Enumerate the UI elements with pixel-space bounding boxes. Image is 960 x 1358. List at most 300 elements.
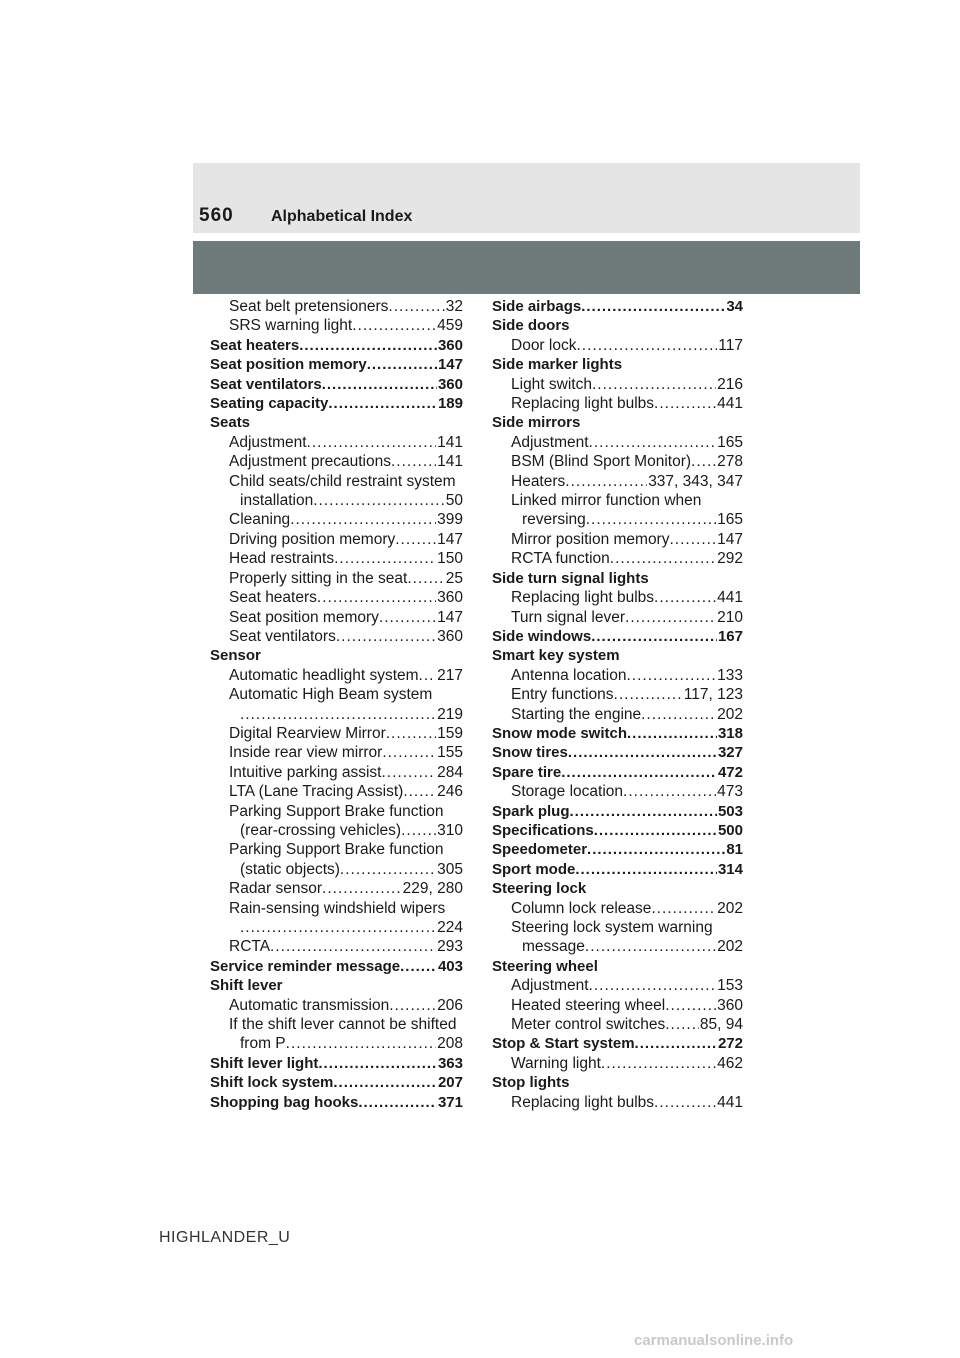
entry-text: Seat ventilators [229,627,336,645]
watermark: carmanualsonline.info [634,1332,794,1349]
entry-text: Rain-sensing windshield wipers [229,899,446,917]
entry-text: Storage location [511,783,624,801]
entry-text: Seat belt pretensioners [229,298,389,315]
leader-dots [654,1093,716,1112]
leader-dots [340,860,436,879]
entry-text: Side turn signal lights [492,569,649,587]
index-entry-sub [492,336,743,355]
entry-page-number: 441 [717,395,743,413]
entry-text: RCTA [229,938,271,956]
entry-page-number: 133 [717,666,743,684]
entry-page-number: 441 [717,1093,743,1111]
leader-dots [625,608,716,627]
index-entry-sub [210,724,463,743]
index-entry-continuation [210,860,463,879]
leader-dots [576,336,717,355]
leader-dots [379,608,436,627]
entry-text: Parking Support Brake function [229,841,444,859]
leader-dots [322,375,437,394]
leader-dots [299,336,437,355]
page-number: 560 [199,205,234,226]
entry-page-number: 318 [717,724,743,742]
index-entry-main [492,860,743,879]
leader-dots [610,549,716,568]
footer-model-code: HIGHLANDER_U [159,1229,291,1246]
entry-text: Sport mode [492,860,576,878]
entry-page-number: 473 [717,783,743,801]
entry-text: Spark plug [492,802,570,820]
index-entry-main [492,763,743,782]
index-entry-sub [210,666,463,685]
entry-text: Snow tires [492,744,568,762]
leader-dots [240,918,436,937]
leader-dots [386,724,436,743]
index-entry-main [492,413,743,432]
entry-text: SRS warning light [229,317,353,335]
index-entry-sub [492,608,743,627]
leader-dots [601,1054,716,1073]
index-entry-sub [492,472,743,491]
index-entry-sub [210,763,463,782]
entry-page-number: 503 [717,802,743,820]
index-entry-sub [210,879,463,898]
leader-dots [575,860,717,879]
entry-text: Antenna location [511,666,627,684]
leader-dots [395,530,436,549]
index-entry-sub [210,782,463,801]
leader-dots [651,899,716,918]
entry-text: Warning light [511,1054,601,1072]
entry-text: (rear-crossing vehicles) [240,821,402,839]
index-entry-sub [492,705,743,724]
leader-dots [568,743,717,762]
entry-text: Side windows [492,627,592,645]
index-entry-sub [210,743,463,762]
index-entry-main [210,336,463,355]
entry-page-number: 293 [437,938,463,956]
entry-text: Heated steering wheel [511,996,666,1014]
entry-page-number: 500 [717,821,743,839]
index-entry-sub [492,899,743,918]
index-entry-sub [210,588,463,607]
index-entry-sub [492,996,743,1015]
index-entry-sub [210,608,463,627]
entry-text: Entry functions [511,686,614,704]
leader-dots [317,588,436,607]
leader-dots [626,666,716,685]
entry-text: Seats [210,414,251,432]
entry-text: Linked mirror function when [511,492,702,510]
entry-text: Meter control switches [511,1016,666,1034]
entry-text: Head restraints [229,550,335,568]
leader-dots [333,1073,437,1092]
entry-text: installation [240,492,314,510]
index-entry-main [492,297,743,316]
entry-text: Parking Support Brake function [229,802,444,820]
index-entry-sub [492,1054,743,1073]
entry-text: Snow mode switch [492,724,628,742]
entry-text: Replacing light bulbs [511,395,655,413]
entry-page-number: 314 [717,860,743,878]
index-entry-continuation [210,491,463,510]
leader-dots [419,666,437,685]
index-entry-main [492,1073,743,1092]
entry-page-number: 360 [437,336,463,354]
entry-text: Side mirrors [492,414,581,432]
entry-text: LTA (Lane Tracing Assist) [229,783,404,801]
section-title: Alphabetical Index [271,208,413,225]
index-entry-sub [210,899,463,918]
index-entry-main [492,646,743,665]
entry-text: Starting the engine [511,705,642,723]
index-entry-sub [492,685,743,704]
leader-dots [389,996,436,1015]
entry-text: Shopping bag hooks [210,1093,359,1111]
index-entry-continuation [210,918,463,937]
entry-page-number: 147 [437,530,463,548]
index-entry-main [210,1054,463,1073]
entry-text: Mirror position memory [511,530,670,548]
entry-page-number: 147 [717,530,743,548]
entry-text: Radar sensor [229,880,323,898]
entry-page-number: 216 [717,375,743,393]
entry-page-number: 229, 280 [402,880,463,898]
index-entry-main [492,316,743,335]
entry-text: Spare tire [492,763,562,781]
entry-text: Heaters [511,472,566,490]
index-entry-sub [210,627,463,646]
entry-page-number: 117, 123 [683,686,743,704]
leader-dots [322,879,402,898]
entry-text: Seating capacity [210,395,329,413]
index-entry-sub [492,491,743,510]
leader-dots [654,394,716,413]
entry-text: Automatic transmission [229,996,390,1014]
entry-text: Side doors [492,317,570,335]
entry-text: If the shift lever cannot be shifted [229,1016,457,1034]
leader-dots [641,705,716,724]
entry-page-number: 85, 94 [699,1016,743,1034]
index-entry-sub [492,549,743,568]
entry-text: reversing [522,511,586,529]
leader-dots [403,782,436,801]
index-entry-sub [210,840,463,859]
entry-page-number: 327 [717,744,743,762]
leader-dots [570,802,717,821]
entry-text: Adjustment precautions [229,453,391,471]
index-entry-sub [492,375,743,394]
entry-text: Replacing light bulbs [511,589,655,607]
leader-dots [401,821,436,840]
leader-dots [586,510,716,529]
entry-page-number: 360 [437,589,463,607]
entry-page-number: 292 [717,550,743,568]
entry-text: Seat position memory [229,608,379,626]
entry-page-number: 217 [437,666,463,684]
entry-text: Side marker lights [492,356,623,374]
entry-page-number: 207 [437,1074,463,1092]
entry-page-number: 81 [726,841,743,859]
entry-page-number: 399 [437,511,463,529]
leader-dots [665,1015,699,1034]
index-entry-sub [210,433,463,452]
entry-text: Seat heaters [229,589,317,607]
index-entry-main [492,821,743,840]
leader-dots [367,355,437,374]
entry-text: Shift lock system [210,1074,334,1092]
entry-text: Service reminder message [210,957,401,975]
leader-dots [290,510,436,529]
entry-text: Digital Rearview Mirror [229,724,386,742]
entry-page-number: 441 [717,589,743,607]
entry-page-number: 360 [717,996,743,1014]
entry-text: Intuitive parking assist [229,763,382,781]
entry-text: Shift lever light [210,1054,319,1072]
entry-text: Child seats/child restraint system [229,472,456,490]
leader-dots [328,394,437,413]
entry-text: Light switch [511,375,592,393]
index-entry-sub [210,569,463,588]
leader-dots [318,1054,437,1073]
leader-dots [591,627,717,646]
leader-dots [665,996,716,1015]
entry-page-number: 34 [726,298,743,315]
entry-page-number: 206 [437,996,463,1014]
entry-page-number: 165 [717,511,743,529]
entry-page-number: 472 [717,763,743,781]
entry-page-number: 360 [437,375,463,393]
entry-text: Adjustment [229,433,307,451]
entry-text: BSM (Blind Sport Monitor) [511,453,692,471]
leader-dots [286,1034,436,1053]
index-entry-sub [210,1015,463,1034]
entry-text: Automatic High Beam system [229,686,433,704]
entry-text: from P [240,1035,286,1053]
index-entry-sub [492,1093,743,1112]
leader-dots [334,549,436,568]
entry-text: RCTA function [511,550,610,568]
index-entry-sub [210,297,463,316]
index-column-right [492,297,743,1112]
leader-dots [382,743,436,762]
index-entry-sub [210,685,463,704]
entry-page-number: 363 [437,1054,463,1072]
header-accent-band [193,241,860,294]
index-entry-main [492,627,743,646]
entry-text: Steering lock system warning [511,919,713,936]
index-entry-sub [210,452,463,471]
leader-dots [400,957,437,976]
index-entry-continuation [492,937,743,956]
leader-dots [635,1034,717,1053]
entry-page-number: 210 [717,608,743,626]
index-entry-sub [492,588,743,607]
index-entry-main [492,802,743,821]
index-entry-sub [210,316,463,335]
index-entry-sub [492,530,743,549]
index-entry-sub [210,530,463,549]
index-entry-main [210,394,463,413]
index-entry-main [210,355,463,374]
index-entry-main [492,569,743,588]
index-entry-main [210,976,463,995]
entry-text: Smart key system [492,647,620,665]
entry-page-number: 189 [437,395,463,413]
index-entry-sub [492,1015,743,1034]
leader-dots [391,452,436,471]
entry-text: Stop & Start system [492,1035,635,1053]
leader-dots [669,530,716,549]
leader-dots [407,569,444,588]
leader-dots [352,316,436,335]
index-entry-sub [492,666,743,685]
index-entry-continuation [492,510,743,529]
leader-dots [592,375,716,394]
index-entry-sub [492,452,743,471]
entry-text: Steering lock [492,880,587,898]
index-entry-main [210,1073,463,1092]
entry-text: Automatic headlight system [229,666,419,684]
entry-page-number: 219 [437,705,463,723]
entry-page-number: 337, 343, 347 [648,472,743,490]
entry-text: message [522,938,585,956]
entry-page-number: 147 [437,356,463,374]
index-entry-sub [492,433,743,452]
entry-page-number: 155 [437,744,463,762]
entry-text: Turn signal lever [511,608,626,626]
index-entry-main [492,743,743,762]
leader-dots [382,763,437,782]
index-entry-main [492,957,743,976]
index-entry-sub [210,937,463,956]
leader-dots [654,588,716,607]
entry-text: Seat heaters [210,336,300,354]
index-entry-main [210,413,463,432]
entry-text: Shift lever [210,977,283,995]
entry-page-number: 403 [437,957,463,975]
leader-dots [585,937,716,956]
leader-dots [691,452,716,471]
entry-page-number: 310 [437,821,463,839]
index-entry-sub [210,549,463,568]
entry-page-number: 159 [437,724,463,742]
entry-text: Driving position memory [229,530,396,548]
leader-dots [307,433,437,452]
index-entry-continuation [210,821,463,840]
entry-text: Adjustment [511,977,589,995]
entry-text: Stop lights [492,1074,570,1092]
entry-page-number: 141 [437,453,463,471]
entry-text: Inside rear view mirror [229,744,383,762]
leader-dots [270,937,436,956]
leader-dots [594,821,717,840]
entry-page-number: 150 [437,550,463,568]
entry-text: Specifications [492,821,594,839]
entry-text: Seat position memory [210,356,367,374]
entry-page-number: 32 [445,298,463,315]
leader-dots [358,1093,437,1112]
index-column-left [210,297,463,1112]
index-entry-continuation [210,1034,463,1053]
entry-text: Seat ventilators [210,375,322,393]
entry-page-number: 246 [437,783,463,801]
entry-page-number: 284 [437,763,463,781]
entry-page-number: 371 [437,1093,463,1111]
entry-page-number: 202 [717,705,743,723]
entry-text: Side airbags [492,298,582,315]
leader-dots [627,724,717,743]
index-entry-sub [492,394,743,413]
entry-page-number: 305 [437,860,463,878]
entry-page-number: 147 [437,608,463,626]
entry-page-number: 459 [437,317,463,335]
leader-dots [581,297,725,316]
index-entry-sub [210,472,463,491]
index-entry-sub [492,976,743,995]
entry-page-number: 141 [437,433,463,451]
entry-text: Sensor [210,647,261,665]
entry-text: Properly sitting in the seat [229,569,408,587]
index-entry-main [492,840,743,859]
leader-dots [561,763,717,782]
index-entry-sub [210,802,463,821]
entry-text: Adjustment [511,433,589,451]
entry-text: Steering wheel [492,957,598,975]
index-entry-sub [210,996,463,1015]
entry-text: Cleaning [229,511,291,529]
index-entry-sub [210,510,463,529]
index-entry-main [210,375,463,394]
index-entry-sub [492,918,743,937]
entry-page-number: 165 [717,433,743,451]
index-entry-main [210,957,463,976]
entry-page-number: 25 [445,569,463,587]
entry-page-number: 360 [437,627,463,645]
leader-dots [589,976,717,995]
leader-dots [388,297,444,316]
leader-dots [614,685,683,704]
entry-text: Column lock release [511,899,652,917]
entry-text: Speedometer [492,841,588,859]
entry-page-number: 208 [437,1035,463,1053]
entry-text: Door lock [511,336,577,354]
index-entry-main [492,879,743,898]
leader-dots [240,705,436,724]
index-entry-main [210,646,463,665]
leader-dots [336,627,436,646]
entry-page-number: 462 [717,1054,743,1072]
index-entry-main [492,1034,743,1053]
index-entry-main [210,1093,463,1112]
index-entry-main [492,355,743,374]
index-entry-main [492,724,743,743]
index-entry-continuation [210,705,463,724]
leader-dots [623,782,716,801]
index-entry-sub [492,782,743,801]
leader-dots [565,472,647,491]
entry-page-number: 117 [718,336,743,354]
leader-dots [313,491,445,510]
entry-page-number: 202 [717,938,743,956]
entry-text: (static objects) [240,860,340,878]
entry-page-number: 167 [717,627,743,645]
entry-page-number: 272 [717,1035,743,1053]
entry-page-number: 278 [717,453,743,471]
entry-page-number: 153 [717,977,743,995]
entry-page-number: 224 [437,919,463,936]
entry-text: Replacing light bulbs [511,1093,655,1111]
leader-dots [589,433,717,452]
